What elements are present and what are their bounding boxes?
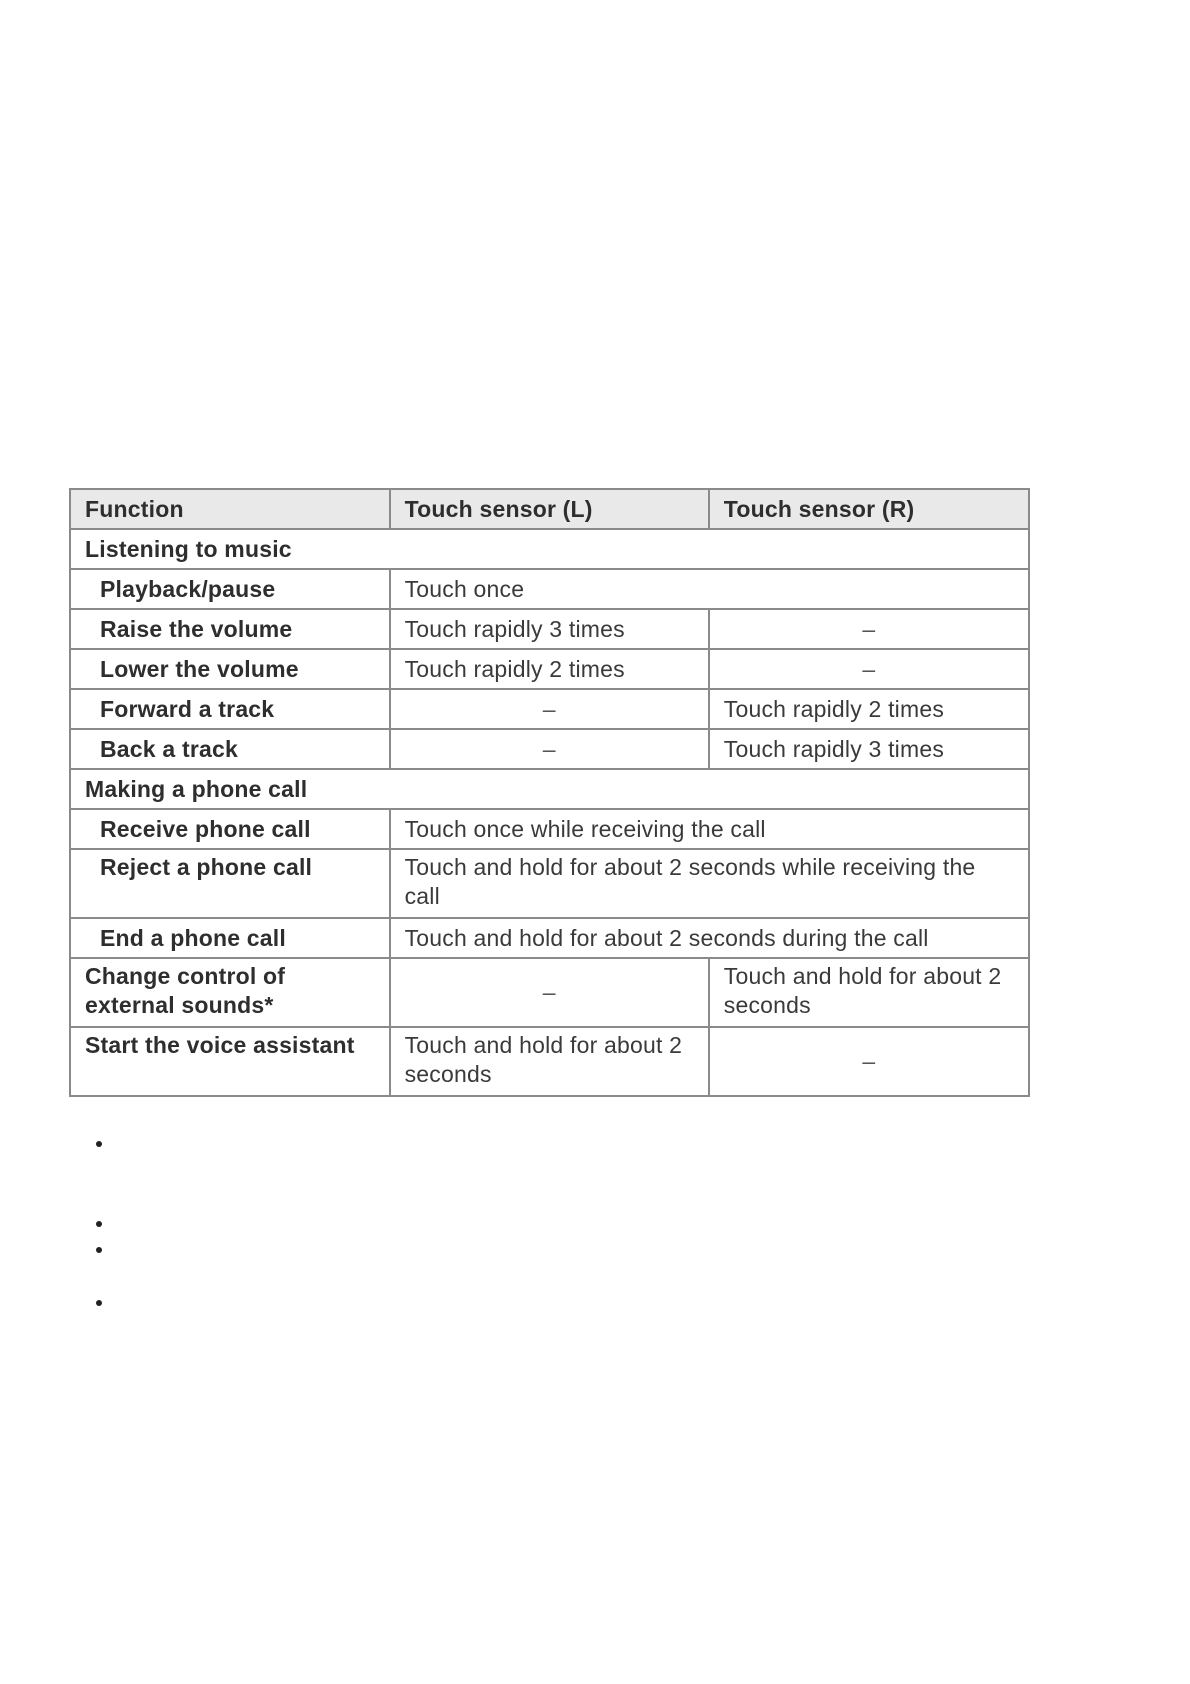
table-row (70, 689, 1029, 729)
sensor-both-cell: Touch and hold for about 2 seconds during the call (390, 918, 1029, 958)
function-cell: Lower the volume (70, 649, 390, 689)
bullet-marker (96, 1221, 102, 1227)
function-cell: Raise the volume (70, 609, 390, 649)
header-touch-sensor-r: Touch sensor (R) (709, 489, 1029, 529)
section-row-phone (70, 769, 1029, 809)
table-row (70, 958, 1029, 1027)
sensor-l-cell: – (390, 689, 709, 729)
sensor-l-cell: – (390, 958, 709, 1027)
touch-controls-table (69, 488, 1030, 1097)
function-cell: Forward a track (70, 689, 390, 729)
sensor-r-cell: – (709, 649, 1029, 689)
sensor-r-cell: Touch and hold for about 2 seconds (709, 958, 1029, 1027)
table-row (70, 849, 1029, 918)
sensor-r-cell: Touch rapidly 2 times (709, 689, 1029, 729)
function-cell: Change control of external sounds* (70, 958, 390, 1027)
table-row (70, 918, 1029, 958)
sensor-l-cell: Touch rapidly 2 times (390, 649, 709, 689)
sensor-l-cell: – (390, 729, 709, 769)
function-cell: End a phone call (70, 918, 390, 958)
table-header-row (70, 489, 1029, 529)
header-touch-sensor-l: Touch sensor (L) (390, 489, 709, 529)
sensor-both-cell: Touch and hold for about 2 seconds while receiving the call (390, 849, 1029, 918)
bullet-marker (96, 1300, 102, 1306)
section-title: Listening to music (70, 529, 1029, 569)
function-cell: Back a track (70, 729, 390, 769)
function-cell: Playback/pause (70, 569, 390, 609)
section-title: Making a phone call (70, 769, 1029, 809)
sensor-both-cell: Touch once while receiving the call (390, 809, 1029, 849)
function-cell: Start the voice assistant (70, 1027, 390, 1096)
table-row (70, 1027, 1029, 1096)
table-row (70, 649, 1029, 689)
function-cell: Reject a phone call (70, 849, 390, 918)
sensor-r-cell: – (709, 609, 1029, 649)
sensor-l-cell: Touch and hold for about 2 seconds (390, 1027, 709, 1096)
table-row (70, 729, 1029, 769)
sensor-both-cell: Touch once (390, 569, 1029, 609)
header-function: Function (70, 489, 390, 529)
bullet-marker (96, 1141, 102, 1147)
table-row (70, 609, 1029, 649)
sensor-r-cell: Touch rapidly 3 times (709, 729, 1029, 769)
sensor-r-cell: – (709, 1027, 1029, 1096)
sensor-l-cell: Touch rapidly 3 times (390, 609, 709, 649)
table-row (70, 809, 1029, 849)
bullet-marker (96, 1247, 102, 1253)
section-row-music (70, 529, 1029, 569)
table-row (70, 569, 1029, 609)
function-cell: Receive phone call (70, 809, 390, 849)
